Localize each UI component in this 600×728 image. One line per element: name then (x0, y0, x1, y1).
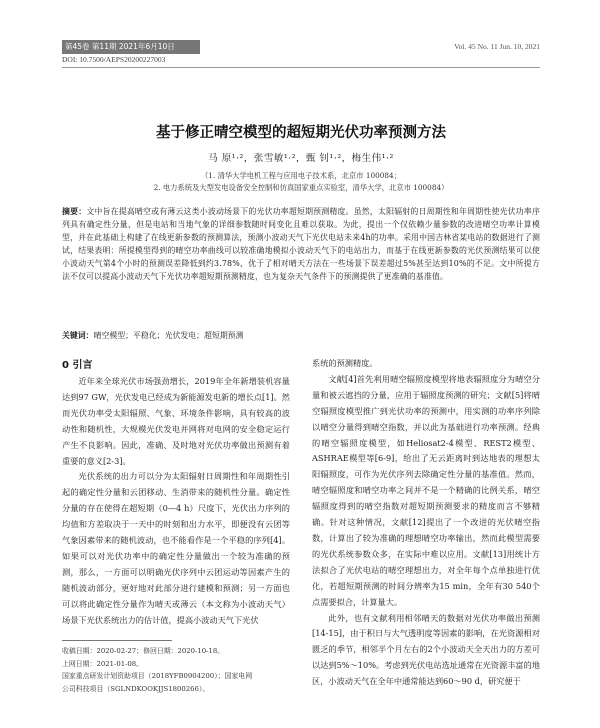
footnote-divider (62, 640, 172, 641)
journal-issue: 第45卷 第11期 2021年6月10日 (65, 42, 175, 51)
abstract-text: 文中旨在提高晴空或有薄云这类小波动场景下的光伏功率超短期预测精度。虽然，太阳辐射的日周期性和年周期性使光伏功率序列具有确定性分量，但是电站和当地气象的详细参数随时间变化且难以获取。为此，提出一个仅依赖少量参数的改进晴空功率计算模型，并在此基础上构建了在线更新参数的预测算法，预测小波动天气下光伏电站未来4h的功率。采用中国吉林省某电站的数据进行了测试，结果表明：所提模型得到的晴空功率曲线可以较准确地模拟小波动天气下的电站出力，而基于在线更新参数的光伏预测结果可以使小波动天气第4个小时的预测误差降低到约3.78%，优于了相对晴天方法在一些场景下误差超过5%甚至达到10%的不足。文中所提方法不仅可以提高小波动天气下光伏功率超短期预测精度，也为复杂天气条件下的预测提供了更准确的基准值。 (62, 207, 540, 281)
affiliation-2: 2. 电力系统及大型发电设备安全控制和仿真国家重点实验室，清华大学，北京市 100084） (153, 183, 449, 192)
footnote-online: 上网日期：2021-01-08。 (62, 659, 144, 668)
intro-paragraph-5: 此外，也有文献利用相邻晴天的数据对光伏功率做出预测[14-15]，由于积日与大气透明度等因素的影响，在光资源相对匮乏的季节，相邻半个月左右的2个小波动天全天出力的方差可以达到5%～10%。考虑到光伏电站选址通常在光资源丰富的地区，小波动天气在全年中通常能达到60～90 d，研究便于 (312, 612, 540, 687)
keywords (62, 330, 540, 341)
left-column (62, 374, 290, 629)
affiliation-1: （1. 清华大学电机工程与应用电子技术系，北京市 100084； (201, 171, 401, 180)
intro-paragraph-3: 系统的预测精度。 (312, 358, 378, 368)
section-heading-introduction: 0 引言 (62, 360, 93, 371)
footnote-funding-2: 公司科技项目（SGLNDKOOKJJS1800266）。 (62, 684, 210, 693)
footnote-funding-1: 国家重点研发计划资助项目（2018YFB0904200）；国家电网 (62, 672, 253, 681)
authors: 马 原¹·²，张雪敏¹·²，甄 钊¹·²，梅生伟¹·² (208, 153, 394, 164)
footnotes (62, 645, 290, 695)
paper-title: 基于修正晴空模型的超短期光伏功率预测方法 (156, 125, 446, 141)
header-divider (62, 67, 540, 68)
keywords-label: 关键词： (62, 331, 94, 340)
footnote-received: 收稿日期：2020-02-27；修回日期：2020-10-18。 (62, 647, 225, 655)
abstract (62, 206, 540, 283)
doi: DOI: 10.7500/AEPS20200227003 (62, 55, 166, 64)
intro-paragraph-1: 近年来全球光伏市场强劲增长，2019年全年新增装机容量达到97 GW，光伏发电已经成为新能源发电新的增长点[1]。然而光伏功率受太阳辐照、气象、环境条件影响，具有较高的波动性和随机性，大规模光伏发电并网将对电网的安全稳定运行产生不良影响。因此，准确、及时地对光伏功率做出预测有着重要的意义[2-3]。 (62, 376, 290, 466)
keywords-text: 晴空模型；平稳化；光伏发电；超短期预测 (93, 331, 244, 340)
right-column (312, 356, 540, 690)
intro-paragraph-4: 文献[4]首先利用晴空辐照度模型将地表辐照度分为晴空分量和被云遮挡的分量，应用于辐照度预测的研究；文献[5]将晴空辐照度模型推广到光伏功率的预测中，用实测的功率序列除以晴空分量得到晴空指数，并以此为基础进行功率预测。经典的晴空辐照度模型，如Heliosat2-4模型、REST2模型、ASHRAE模型等[6-9]，给出了无云距离时到达地表的理想太阳辐照度，可作为光伏序列去除确定性分量的基准值。然而，晴空辐照度和晴空功率之间并不是一个精确的比例关系，晴空辐照度得到的晴空指数对超短期预测要求的精度而言不够精确。针对这种情况，文献[12]提出了一个改进的光伏晴空指数，计算出了较为准确的理想晴空功率输出，然而此模型需要的光伏系统参数众多，在实际中难以应用。文献[13]用统计方法拟合了光伏电站的晴空理想出力，对全年每个点单独进行优化，若超短期预测的时间分辨率为15 min，全年有30 540个点需要拟合，计算量大。 (312, 373, 540, 607)
intro-paragraph-2: 光伏系统的出力可以分为太阳辐射日周期性和年周期性引起的确定性分量和云团移动、生消带来的随机性分量。确定性分量的存在使得在超短期（0—4 h）尺度下，光伏出力序列的均值和方差取决于一天中的时刻和出力水平，即便没有云团等气象因素带来的随机波动，也不能看作是一个平稳的序列[4]。如果可以对光伏功率中的确定性分量做出一个较为准确的预测，那么，一方面可以明确光伏序列中云团运动等因素产生的随机波动部分，更好地对此部分进行建模和预测；另一方面也可以将此确定性分量作为晴天或薄云（本文称为小波动天气）场景下光伏系统出力的估计值，提高小波动天气下光伏 (62, 471, 290, 625)
journal-issue-english: Vol. 45 No. 11 Jun. 10, 2021 (454, 42, 540, 51)
journal-issue-banner (62, 40, 200, 54)
abstract-label: 摘要： (62, 207, 87, 216)
